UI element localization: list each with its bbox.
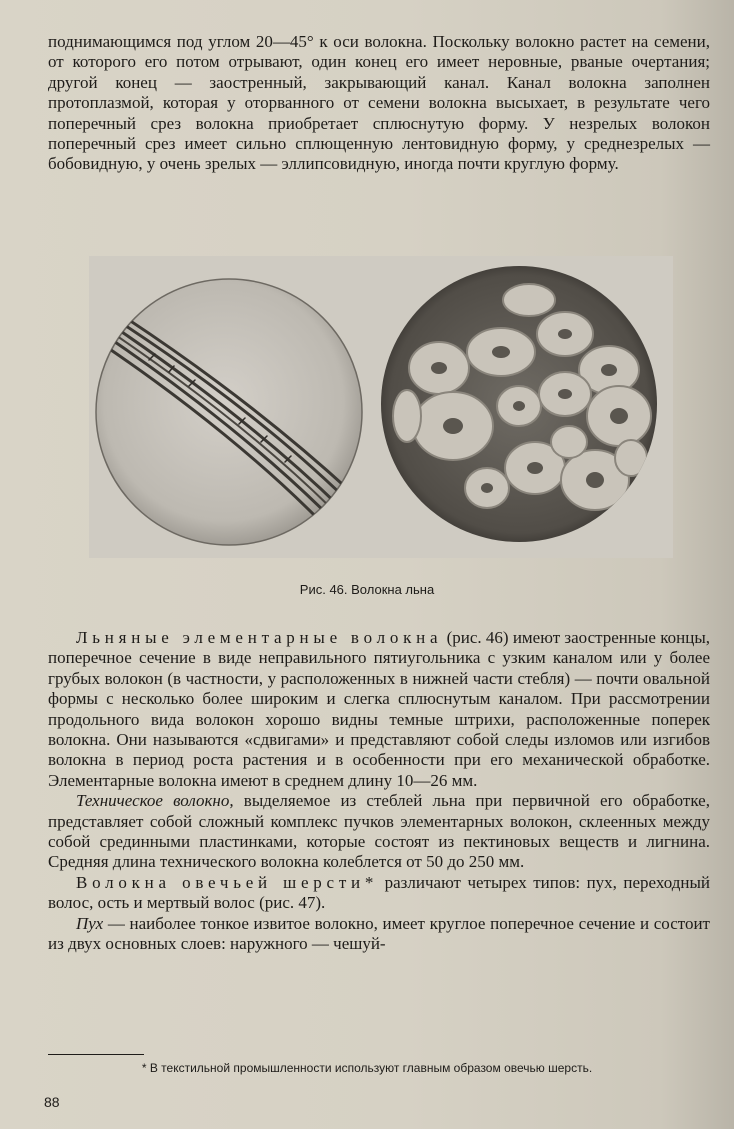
flax-fiber-cross-section-micrograph bbox=[381, 266, 657, 542]
text-technical: выделяемое из стеблей льна при первичной его обработке, представляет собой сложный комплекс пучков элементарных волокон, склеенных между собой срединными пластинками, которые состоят из пектиновых веществ и лигнина. Средняя длина технического волокна колеблется от 50 до 250 мм. bbox=[48, 791, 710, 872]
term-down: Пух bbox=[76, 913, 104, 933]
term-technical: Техническое волокно, bbox=[76, 791, 234, 811]
figure-46 bbox=[89, 256, 673, 558]
paragraph-down bbox=[48, 914, 710, 955]
paragraph-flax bbox=[48, 628, 710, 791]
paragraph-technical bbox=[48, 791, 710, 873]
intro-paragraph bbox=[48, 32, 710, 175]
page-number: 88 bbox=[44, 1094, 60, 1110]
flax-fiber-longitudinal-micrograph bbox=[96, 279, 362, 545]
footnote-divider bbox=[48, 1054, 144, 1055]
footnote: * В текстильной промышленности используют главным образом овечью шерсть. bbox=[141, 1061, 593, 1075]
text-wool: различают четырех типов: пух, переходный волос, ость и мертвый волос (рис. 47). bbox=[48, 872, 710, 913]
text-flax: (рис. 46) имеют заостренные концы, поперечное сечение в виде неправильного пятиугольника с узким каналом или у более грубых волокон (в частности, у расположенных в нижней части стебля) — почти овальной формы с несколько более широким и слегка сплюснутым каналом. При рассмотрении продольного вида волокон хорошо видны темные штрихи, расположенные поперек волокна. Они называются «сдвигами» и представляют собой следы изломов или изгибов волокна в период роста растения и в особенности при его механической обработке. Элементарные волокна имеют в среднем длину 10—26 мм. bbox=[48, 628, 710, 790]
paragraph-wool bbox=[48, 873, 710, 914]
figure-46-micrographs bbox=[89, 256, 673, 558]
text-down: — наиболее тонкое извитое волокно, имеет круглое поперечное сечение и состоит из двух основных слоев: наружного — чешуй- bbox=[48, 913, 710, 954]
figure-caption: Рис. 46. Волокна льна bbox=[299, 582, 435, 597]
intro-text: поднимающимся под углом 20—45° к оси волокна. Поскольку волокно растет на семени, от которого его потом отрывают, один конец его имеет неровные, рваные очертания; другой конец — заостренный, закрывающий канал. Канал волокна заполнен протоплазмой, которая у оторванного от семени волокна высыхает, в результате чего поперечный срез волокна приобретает сплюснутую форму. У незрелых волокон поперечный срез имеет сильно сплющенную лентовидную форму, у среднезрелых — бобовидную, у очень зрелых — эллипсовидную, иногда почти круглую форму. bbox=[48, 32, 710, 174]
main-text bbox=[48, 628, 710, 955]
term-flax: Льняные элементарные волокна bbox=[76, 628, 443, 647]
term-wool: Волокна овечьей шерсти* bbox=[76, 872, 379, 892]
